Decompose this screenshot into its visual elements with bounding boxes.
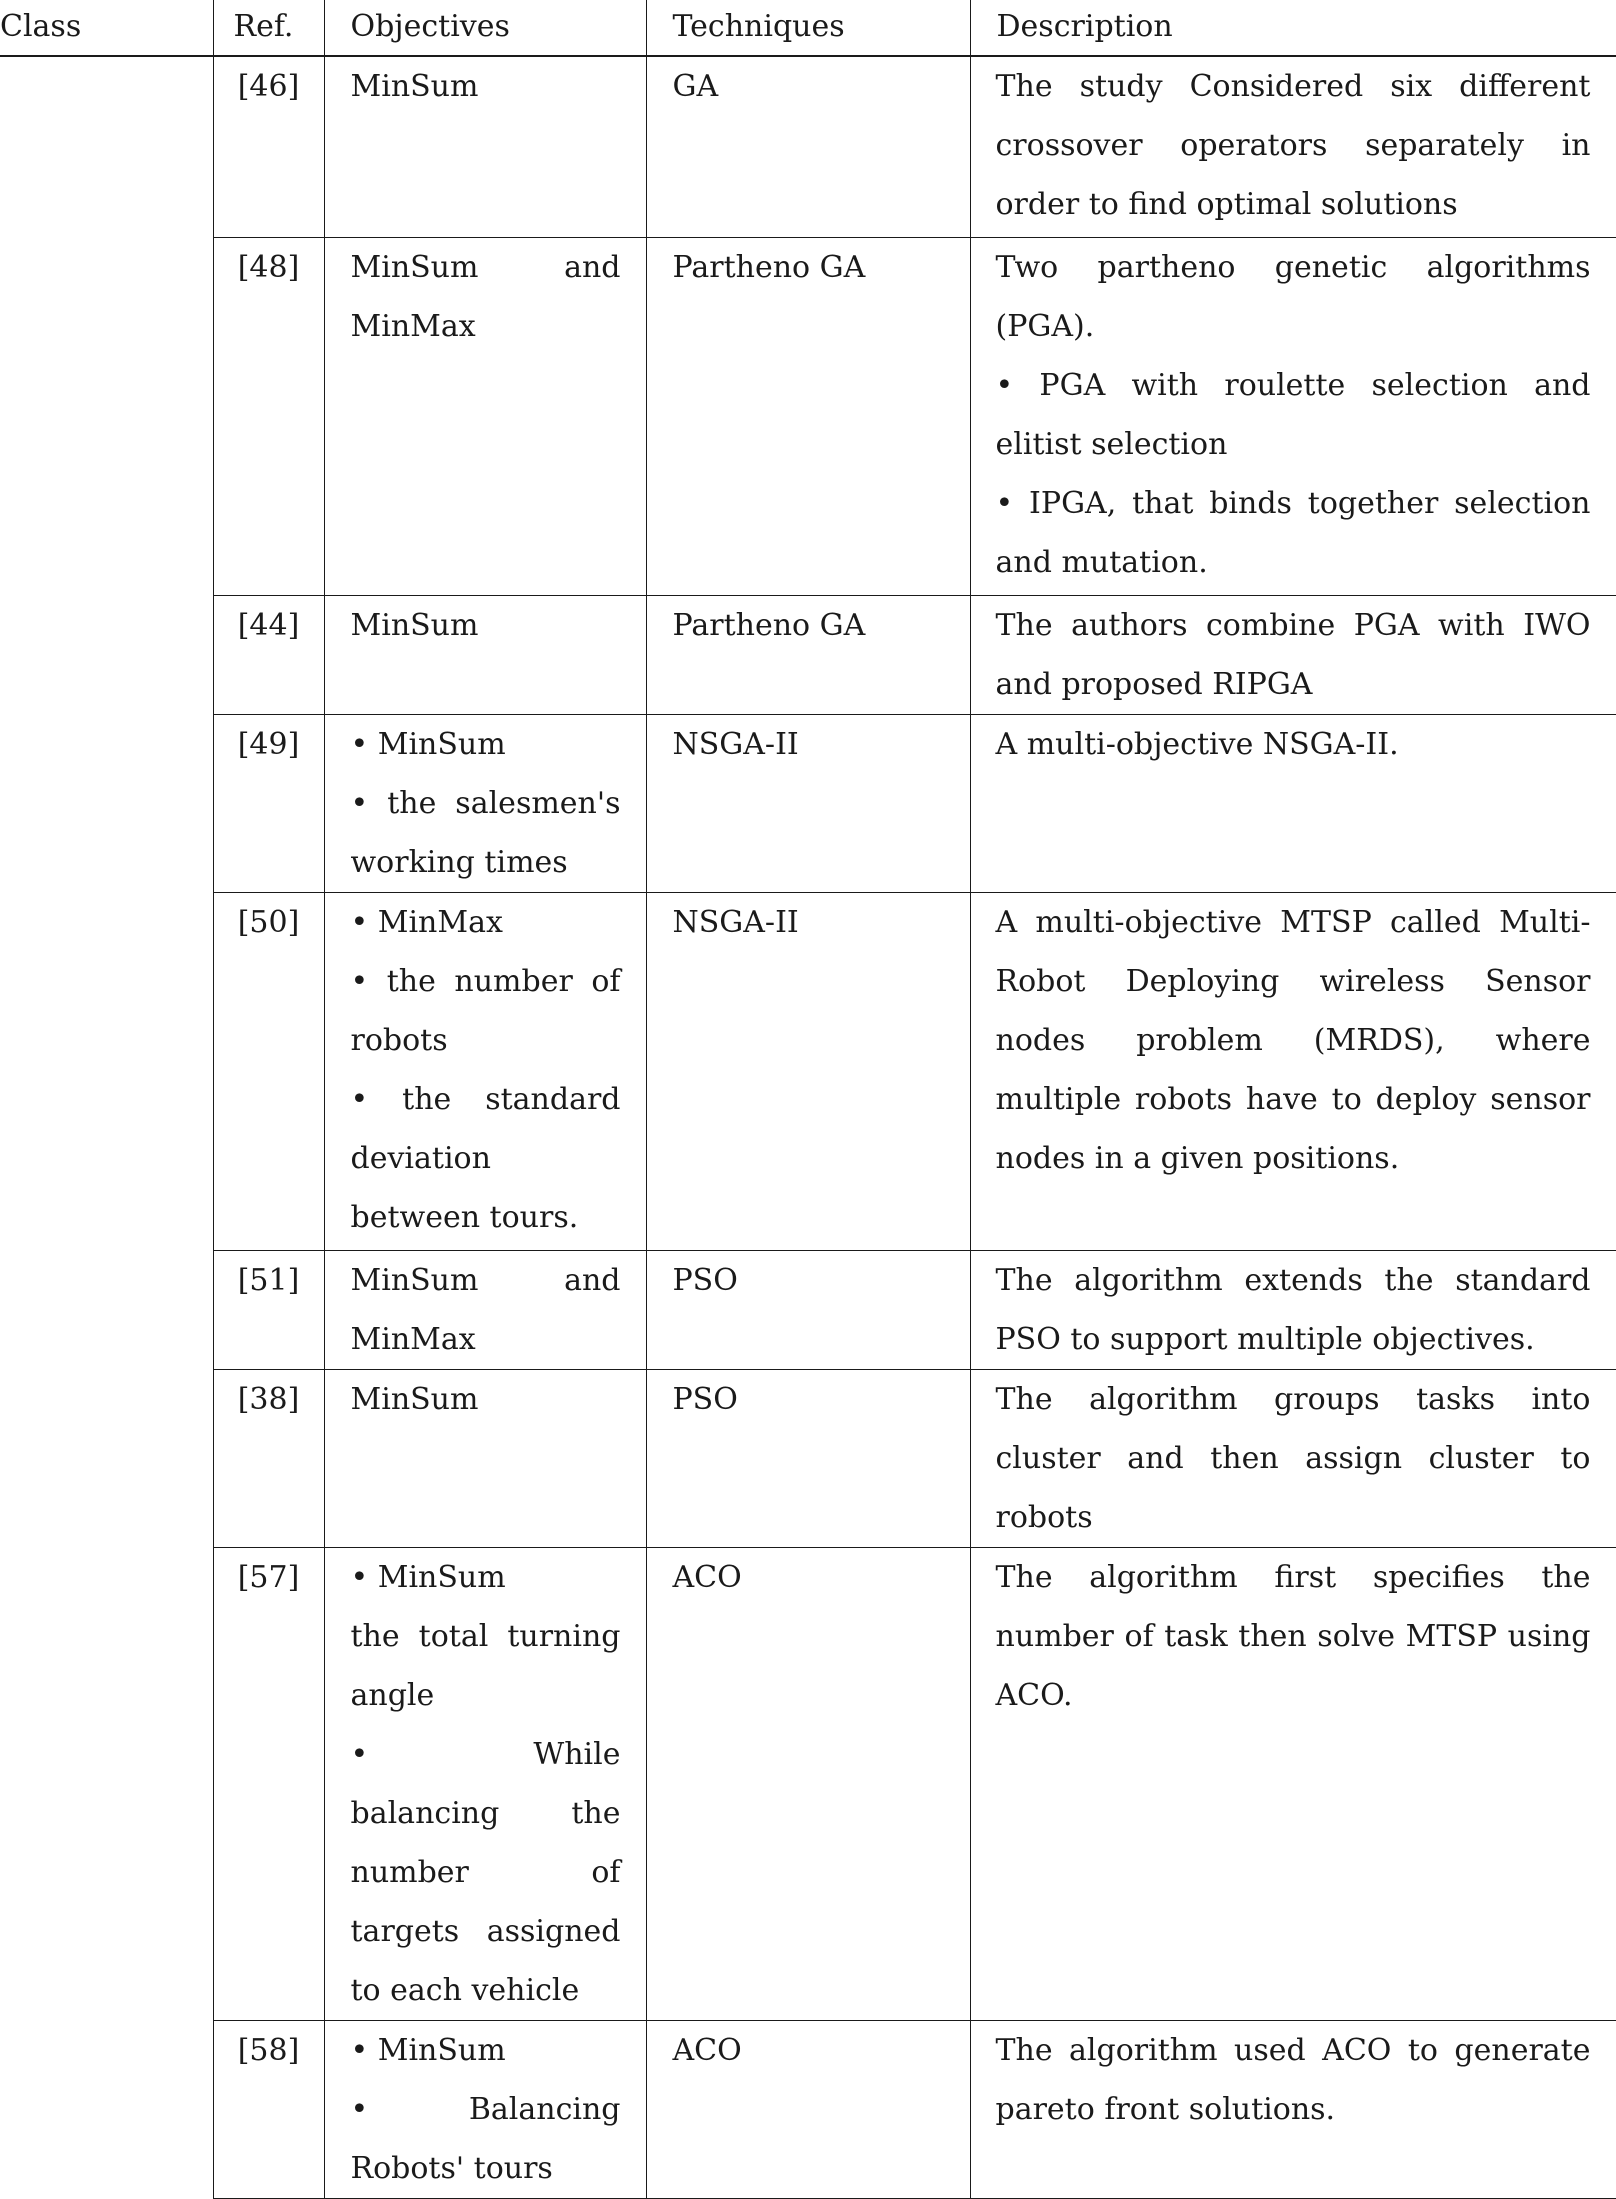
description-text: A multi-objective MTSP called Multi-Robot Deploying wireless Sensor nodes problem (MRDS), where multiple robots have to deploy sensor nodes in a given positions.: [995, 905, 1591, 1176]
description-bullet: • PGA with roulette selection and elitist selection: [995, 368, 1591, 462]
header-techniques: Techniques: [646, 0, 970, 56]
objective-item: the total turning angle: [350, 1619, 621, 1713]
description-cell: [970, 1251, 1616, 1370]
class-cell: [0, 56, 213, 2199]
objective-item: • MinSum: [351, 1548, 621, 1607]
header-ref: Ref.: [213, 0, 324, 56]
table-row: [0, 238, 1616, 596]
objectives-cell: [324, 1370, 646, 1548]
objective-item: • MinSum: [351, 715, 621, 774]
ref-cell: [49]: [213, 715, 324, 893]
description-text: A multi-objective NSGA-II.: [995, 727, 1399, 762]
objective-item: MinSum: [350, 69, 479, 104]
description-cell: [970, 56, 1616, 238]
objectives-cell: [324, 238, 646, 596]
technique-cell: ACO: [646, 1548, 970, 2021]
objective-item: MinSum: [350, 1382, 479, 1417]
objective-item: • MinMax: [351, 893, 621, 952]
objectives-cell: [324, 1251, 646, 1370]
description-text: The authors combine PGA with IWO and proposed RIPGA: [995, 608, 1591, 702]
ref-cell: [48]: [213, 238, 324, 596]
technique-cell: PSO: [646, 1370, 970, 1548]
description-text: Two partheno genetic algorithms (PGA).: [995, 250, 1591, 344]
table-row: [0, 56, 1616, 238]
description-cell: [970, 1370, 1616, 1548]
table-row: [0, 1548, 1616, 2021]
header-objectives: Objectives: [324, 0, 646, 56]
objectives-cell: [324, 2021, 646, 2199]
ref-cell: [44]: [213, 596, 324, 715]
technique-cell: Partheno GA: [646, 596, 970, 715]
description-text: The study Considered six different crossover operators separately in order to find optimal solutions: [995, 69, 1591, 222]
description-text: The algorithm used ACO to generate pareto front solutions.: [995, 2033, 1591, 2127]
table-row: [0, 2021, 1616, 2199]
table-row: [0, 1370, 1616, 1548]
table-row: [0, 715, 1616, 893]
objective-item: • MinSum: [351, 2021, 621, 2080]
technique-cell: ACO: [646, 2021, 970, 2199]
objective-item: • Balancing Robots' tours: [351, 2080, 621, 2198]
description-text: The algorithm extends the standard PSO to support multiple objectives.: [995, 1263, 1591, 1357]
objective-item: MinSum and MinMax: [350, 1263, 621, 1357]
ref-cell: [58]: [213, 2021, 324, 2199]
technique-cell: GA: [646, 56, 970, 238]
description-text: The algorithm first specifies the number of task then solve MTSP using ACO.: [995, 1560, 1591, 1713]
technique-cell: NSGA-II: [646, 893, 970, 1251]
description-text: The algorithm groups tasks into cluster and then assign cluster to robots: [995, 1382, 1591, 1535]
ref-cell: [50]: [213, 893, 324, 1251]
header-description: Description: [970, 0, 1616, 56]
description-cell: [970, 715, 1616, 893]
ref-cell: [38]: [213, 1370, 324, 1548]
objective-item: MinSum: [350, 608, 479, 643]
header-class: Class: [0, 0, 213, 56]
objective-item: • the number of robots: [351, 952, 621, 1070]
description-cell: [970, 1548, 1616, 2021]
table-header: [0, 0, 1616, 56]
description-bullet: • IPGA, that binds together selection and mutation.: [995, 486, 1591, 580]
technique-cell: PSO: [646, 1251, 970, 1370]
objectives-cell: [324, 1548, 646, 2021]
table-row: [0, 596, 1616, 715]
table-row: [0, 893, 1616, 1251]
technique-cell: NSGA-II: [646, 715, 970, 893]
technique-cell: Partheno GA: [646, 238, 970, 596]
table-row: [0, 1251, 1616, 1370]
description-cell: [970, 596, 1616, 715]
objectives-cell: [324, 56, 646, 238]
ref-cell: [57]: [213, 1548, 324, 2021]
objective-item: • While balancing the number of targets assigned to each vehicle: [351, 1725, 621, 2020]
objectives-cell: [324, 715, 646, 893]
ref-cell: [51]: [213, 1251, 324, 1370]
objectives-cell: [324, 893, 646, 1251]
ref-cell: [46]: [213, 56, 324, 238]
description-cell: [970, 238, 1616, 596]
objective-item: • the salesmen's working times: [351, 774, 621, 892]
objective-item: MinSum and MinMax: [350, 250, 621, 344]
description-cell: [970, 893, 1616, 1251]
description-cell: [970, 2021, 1616, 2199]
objectives-cell: [324, 596, 646, 715]
objective-item: • the standard deviation between tours.: [351, 1070, 621, 1247]
